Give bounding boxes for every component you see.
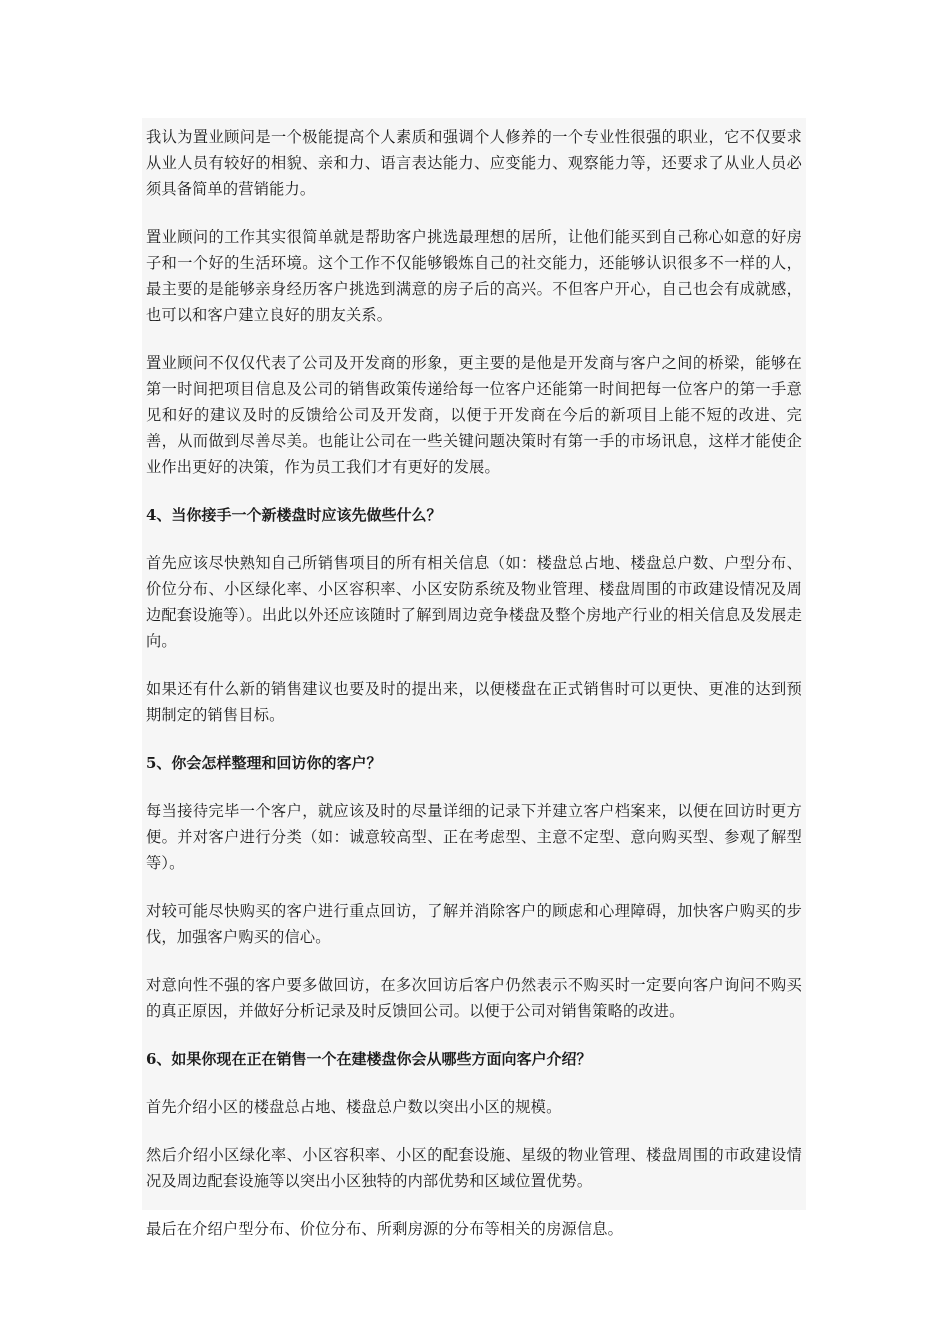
document-content	[142, 118, 806, 1238]
paragraph: 对意向性不强的客户要多做回访，在多次回访后客户仍然表示不购买时一定要向客户询问不购买的真正原因，并做好分析记录及时反馈回公司。以便于公司对销售策略的改进。	[146, 976, 802, 1020]
paragraph: 对较可能尽快购买的客户进行重点回访，了解并消除客户的顾虑和心理障碍，加快客户购买的步伐，加强客户购买的信心。	[146, 902, 802, 946]
paragraph: 最后在介绍户型分布、价位分布、所剩房源的分布等相关的房源信息。	[146, 1220, 624, 1238]
question-heading-6: 6、如果你现在正在销售一个在建楼盘你会从哪些方面向客户介绍？	[146, 1050, 592, 1068]
paragraph: 置业顾问的工作其实很简单就是帮助客户挑选最理想的居所，让他们能买到自己称心如意的好房子和一个好的生活环境。这个工作不仅能够锻炼自己的社交能力，还能够认识很多不一样的人，最主要的是能够亲身经历客户挑选到满意的房子后的高兴。不但客户开心，自己也会有成就感，也可以和客户建立良好的朋友关系。	[146, 228, 802, 324]
paragraph: 然后介绍小区绿化率、小区容积率、小区的配套设施、星级的物业管理、楼盘周围的市政建设情况及周边配套设施等以突出小区独特的内部优势和区域位置优势。	[146, 1146, 802, 1190]
paragraph: 每当接待完毕一个客户，就应该及时的尽量详细的记录下并建立客户档案来，以便在回访时更方便。并对客户进行分类（如：诚意较高型、正在考虑型、主意不定型、意向购买型、参观了解型等）。	[146, 802, 802, 872]
paragraph: 我认为置业顾问是一个极能提高个人素质和强调个人修养的一个专业性很强的职业，它不仅要求从业人员有较好的相貌、亲和力、语言表达能力、应变能力、观察能力等，还要求了从业人员必须具备简单的营销能力。	[146, 128, 802, 198]
paragraph: 首先应该尽快熟知自己所销售项目的所有相关信息（如：楼盘总占地、楼盘总户数、户型分布、价位分布、小区绿化率、小区容积率、小区安防系统及物业管理、楼盘周围的市政建设情况及周边配套设施等）。出此以外还应该随时了解到周边竞争楼盘及整个房地产行业的相关信息及发展走向。	[146, 554, 802, 650]
paragraph: 首先介绍小区的楼盘总占地、楼盘总户数以突出小区的规模。	[146, 1098, 562, 1116]
paragraph: 置业顾问不仅仅代表了公司及开发商的形象，更主要的是他是开发商与客户之间的桥梁，能够在第一时间把项目信息及公司的销售政策传递给每一位客户还能第一时间把每一位客户的第一手意见和好的建议及时的反馈给公司及开发商，以便于开发商在今后的新项目上能不短的改进、完善，从而做到尽善尽美。也能让公司在一些关键问题决策时有第一手的市场讯息，这样才能使企业作出更好的决策，作为员工我们才有更好的发展。	[146, 354, 802, 476]
paragraph: 如果还有什么新的销售建议也要及时的提出来，以便楼盘在正式销售时可以更快、更准的达到预期制定的销售目标。	[146, 680, 802, 724]
question-heading-4: 4、当你接手一个新楼盘时应该先做些什么？	[146, 506, 442, 524]
question-heading-5: 5、你会怎样整理和回访你的客户？	[146, 754, 382, 772]
